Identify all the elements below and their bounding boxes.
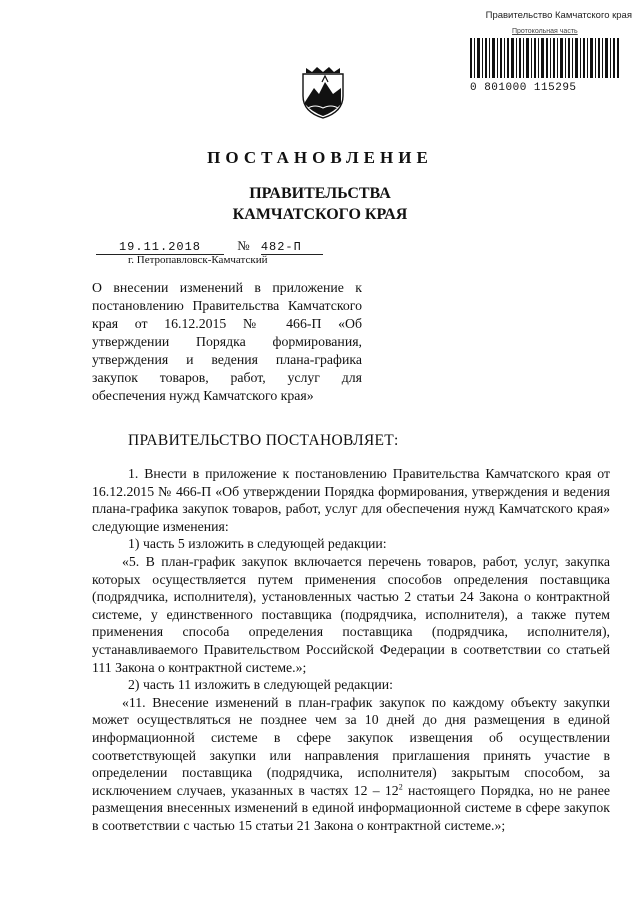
date-number-line	[96, 238, 323, 255]
paragraph-4: 2) часть 11 изложить в следующей редакции:	[128, 677, 393, 693]
issuer	[0, 183, 640, 225]
superscript: 2	[398, 782, 403, 792]
barcode	[470, 38, 620, 78]
paragraph-5-part-a: «11. Внесение изменений в план-график закупок по каждому объекту закупки может осуществляться не позднее чем за 10 дней до дня размещения в единой информационной системе в сфере закупок извещения об осуществлении соответствующей закупки или направления приглашения принять участие в определении поставщика (подрядчика, исполнителя) закрытым способом, за исключением случаев, указанных в частях 12 – 12	[92, 694, 610, 798]
place-of-issue: г. Петропавловск-Камчатский	[128, 254, 268, 266]
registry-title: Правительство Камчатского края	[485, 10, 632, 21]
paragraph-1: 1. Внести в приложение к постановлению Правительства Камчатского края от 16.12.2015 № 466-П «Об утверждении Порядка формирования, утверждения и ведения плана-графика закупок товаров, работ, услуг для обеспечения нужд Камчатского края» следующие изменения:	[92, 466, 610, 534]
document-body	[92, 465, 610, 834]
issuer-line-1: ПРАВИТЕЛЬСТВА	[249, 185, 391, 202]
decree-heading: ПРАВИТЕЛЬСТВО ПОСТАНОВЛЯЕТ:	[128, 432, 399, 449]
barcode-number: 0 801000 115295	[470, 82, 577, 94]
paragraph-2: 1) часть 5 изложить в следующей редакции:	[128, 536, 387, 552]
number-label: №	[237, 238, 250, 253]
issuer-line-2: КАМЧАТСКОГО КРАЯ	[232, 206, 408, 223]
coat-of-arms-icon	[300, 64, 346, 120]
document-type: ПОСТАНОВЛЕНИЕ	[207, 148, 433, 167]
document-date: 19.11.2018	[96, 240, 224, 255]
paragraph-5	[92, 694, 610, 835]
paragraph-3: «5. В план-график закупок включается перечень товаров, работ, услуг, закупка которых осуществляется путем применения способов определения поставщика (подрядчика, исполнителя), установленных частью 2 статьи 24 Закона о контрактной системе, у единственного поставщика (подрядчика, исполнителя), а также путем применения способа определения поставщика (подрядчика, исполнителя), устанавливаемого Правительством Российской Федерации в соответствии со статьей 111 Закона о контрактной системе.»;	[92, 553, 610, 675]
paragraph-5-part-b: настоящего Порядка, но не ранее размещения внесенных изменений в единой информационной системе в сфере закупок в соответствии с частью 15 статьи 21 Закона о контрактной системе.»;	[92, 782, 610, 833]
document-subject: О внесении изменений в приложение к постановлению Правительства Камчатского края от 16.12.2015 № 466-П «Об утверждении Порядка формирования, утверждения и ведения плана-графика закупок товаров, работ, услуг для обеспечения нужд Камчатского края»	[92, 280, 362, 403]
document-number: 482-П	[261, 240, 323, 255]
registry-subtitle: Протокольная часть	[512, 28, 578, 35]
